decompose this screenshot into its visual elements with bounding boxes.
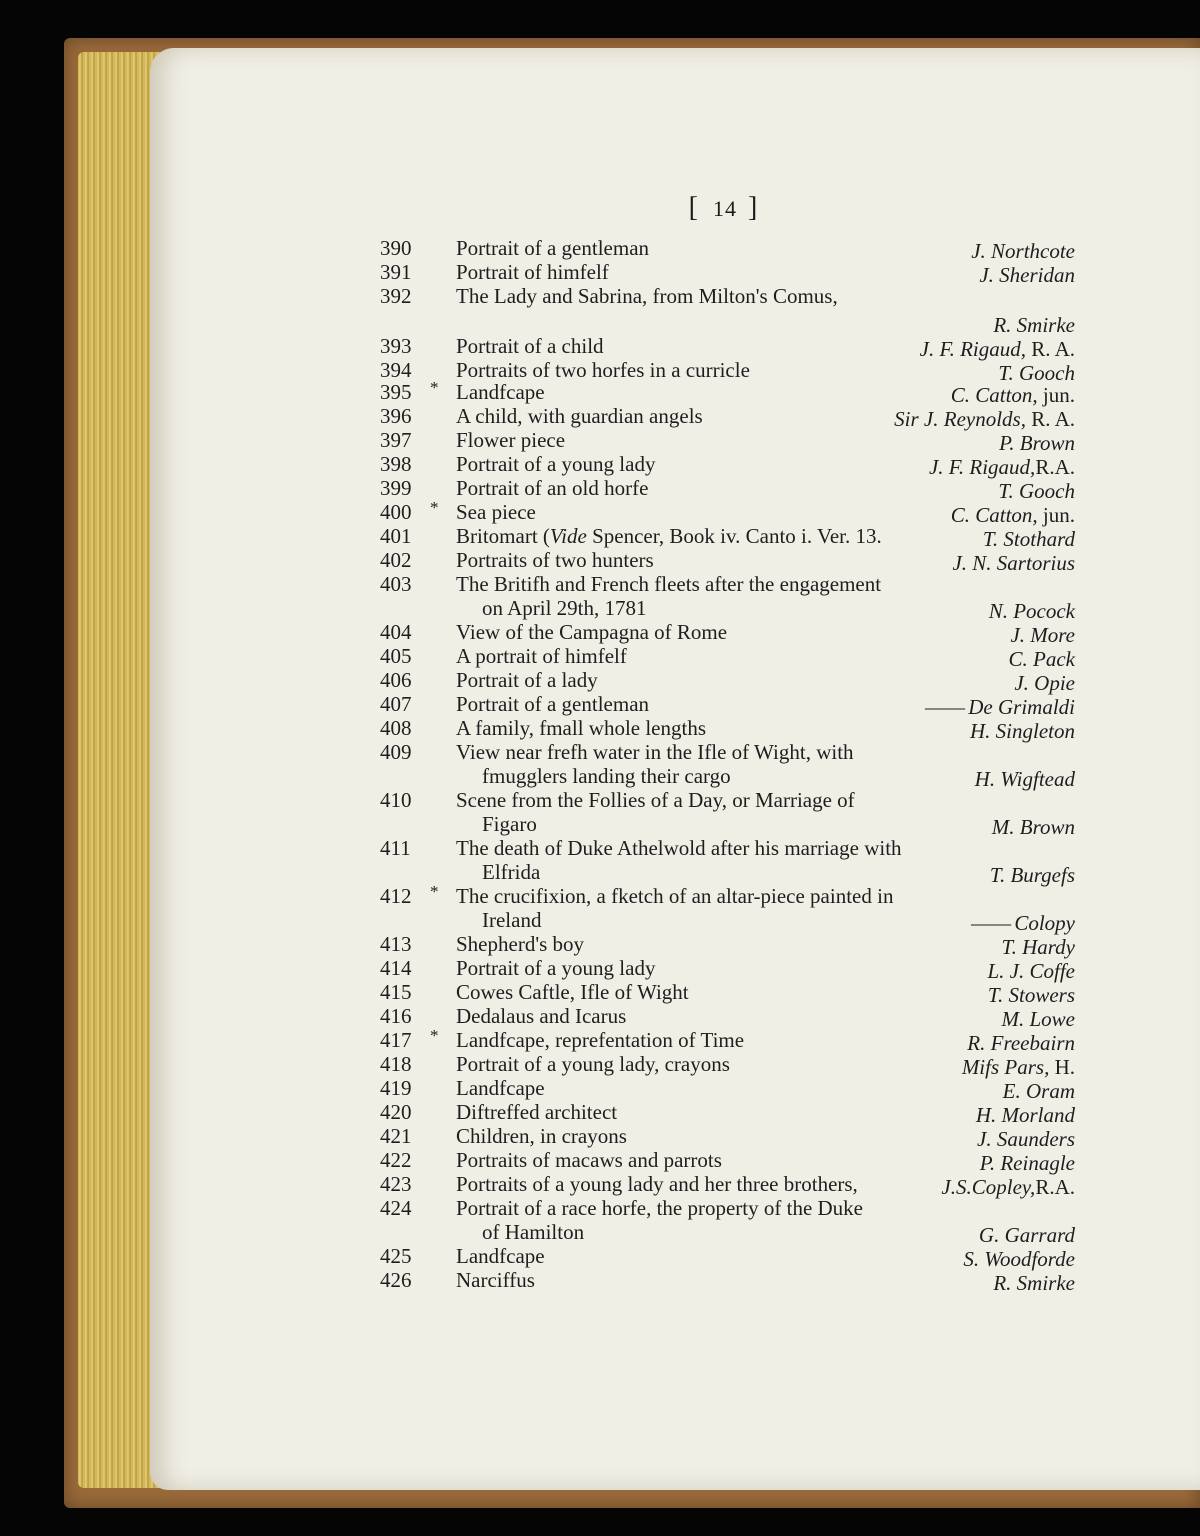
entry-number: 402 bbox=[380, 548, 412, 572]
entry-artist: J. More bbox=[1010, 623, 1075, 647]
entry-title: Portrait of a child bbox=[456, 334, 604, 358]
entry-title: Diftreffed architect bbox=[456, 1100, 618, 1124]
entry-title-continued: Figaro bbox=[482, 812, 537, 836]
entry-artist-suffix: R.A. bbox=[1035, 1175, 1075, 1199]
entry-title-continued: Elfrida bbox=[482, 860, 541, 884]
entry-number: 396 bbox=[380, 404, 412, 428]
entry-artist: J. Saunders bbox=[977, 1127, 1075, 1151]
entry-number: 410 bbox=[380, 788, 412, 812]
entry-artist-name: C. Catton, bbox=[950, 503, 1038, 527]
entry-title: A family, fmall whole lengths bbox=[456, 716, 707, 740]
entry-number: 419 bbox=[380, 1076, 412, 1100]
entry-title bbox=[456, 524, 882, 549]
entry-title: Portrait of a lady bbox=[456, 668, 598, 692]
entry-number: 417 bbox=[380, 1028, 412, 1052]
entry-artist-suffix: R. A. bbox=[1031, 407, 1075, 431]
entry-number: 421 bbox=[380, 1124, 412, 1148]
entry-number: 418 bbox=[380, 1052, 412, 1076]
entry-number: 390 bbox=[380, 236, 412, 260]
entry-title-start: Britomart ( bbox=[456, 524, 550, 548]
entry-title: The Britifh and French fleets after the engagement bbox=[456, 572, 882, 596]
entry-artist-suffix: R.A. bbox=[1035, 455, 1075, 479]
entry-number: 399 bbox=[380, 476, 412, 500]
entry-number: 393 bbox=[380, 334, 412, 358]
entry-title: The death of Duke Athelwold after his marriage with bbox=[456, 836, 902, 860]
entry-title: Dedalaus and Icarus bbox=[456, 1004, 627, 1028]
entry-title: Portrait of a young lady bbox=[456, 452, 656, 476]
entry-title: Portrait of himfelf bbox=[456, 260, 609, 284]
entry-title-rest: Spencer, Book iv. Canto i. Ver. 13. bbox=[586, 524, 882, 548]
entry-title: Portrait of an old horfe bbox=[456, 476, 649, 500]
entry-number: 394 bbox=[380, 358, 412, 382]
entry-artist: H. Singleton bbox=[970, 719, 1075, 743]
entry-title: Portrait of a gentleman bbox=[456, 236, 650, 260]
entry-number: 398 bbox=[380, 452, 412, 476]
entry-artist: T. Gooch bbox=[998, 479, 1075, 503]
entry-title: Scene from the Follies of a Day, or Marriage of bbox=[456, 788, 855, 812]
entry-number: 426 bbox=[380, 1268, 412, 1292]
entry-artist: E. Oram bbox=[1002, 1079, 1075, 1103]
entry-title: Landfcape bbox=[456, 380, 545, 404]
entry-number: 412 bbox=[380, 884, 412, 908]
entry-artist-name: De Grimaldi bbox=[968, 695, 1075, 719]
entry-artist: M. Lowe bbox=[1001, 1007, 1075, 1031]
entry-title-vide: Vide bbox=[549, 524, 587, 548]
page-number: [ 14 ] bbox=[688, 192, 762, 223]
entry-artist-name: Colopy bbox=[1014, 911, 1075, 935]
entry-title: The Lady and Sabrina, from Milton's Comus, bbox=[456, 284, 838, 308]
entry-title: A portrait of himfelf bbox=[456, 644, 627, 668]
entry-artist: T. Burgefs bbox=[989, 863, 1075, 887]
entry-artist: G. Garrard bbox=[978, 1223, 1075, 1247]
entry-artist: J. Opie bbox=[1014, 671, 1075, 695]
entry-title: Cowes Caftle, Ifle of Wight bbox=[456, 980, 689, 1004]
entry-title: Sea piece bbox=[456, 500, 536, 524]
entry-artist: H. Wigftead bbox=[974, 767, 1075, 791]
entry-number: 400 bbox=[380, 500, 412, 524]
entry-number: 395 bbox=[380, 380, 412, 404]
entry-artist: S. Woodforde bbox=[963, 1247, 1075, 1271]
entry-artist-suffix: jun. bbox=[1042, 383, 1075, 407]
asterisk-mark: * bbox=[430, 378, 439, 397]
entry-title: View near frefh water in the Ifle of Wight, with bbox=[456, 740, 854, 764]
entry-title: Portraits of macaws and parrots bbox=[456, 1148, 722, 1172]
catalogue-entry-426 bbox=[380, 1268, 1075, 1296]
entry-artist: H. Morland bbox=[975, 1103, 1075, 1127]
entry-title: Portrait of a young lady, crayons bbox=[456, 1052, 730, 1076]
entry-artist-name: J. F. Rigaud, bbox=[919, 337, 1026, 361]
entry-number: 420 bbox=[380, 1100, 412, 1124]
entry-title-continued: fmugglers landing their cargo bbox=[482, 764, 731, 788]
entry-artist: C. Pack bbox=[1008, 647, 1075, 671]
entry-number: 397 bbox=[380, 428, 412, 452]
entry-number: 425 bbox=[380, 1244, 412, 1268]
entry-artist: T. Hardy bbox=[1001, 935, 1075, 959]
entry-artist: J. Sheridan bbox=[979, 263, 1075, 287]
page-number-value: 14 bbox=[713, 196, 737, 221]
entry-title: Landfcape, reprefentation of Time bbox=[456, 1028, 745, 1052]
entry-artist: R. Smirke bbox=[993, 1271, 1075, 1295]
entry-artist: N. Pocock bbox=[988, 599, 1075, 623]
entry-artist: R. Freebairn bbox=[967, 1031, 1075, 1055]
entry-title: Portrait of a young lady bbox=[456, 956, 656, 980]
entry-number: 408 bbox=[380, 716, 412, 740]
entry-number: 424 bbox=[380, 1196, 412, 1220]
entry-artist: T. Gooch bbox=[998, 361, 1075, 385]
entry-number: 414 bbox=[380, 956, 412, 980]
entry-number: 404 bbox=[380, 620, 412, 644]
entry-artist-name: Mifs Pars, bbox=[961, 1055, 1050, 1079]
entry-artist-suffix: R. A. bbox=[1031, 337, 1075, 361]
entry-number: 422 bbox=[380, 1148, 412, 1172]
entry-number: 392 bbox=[380, 284, 412, 308]
entry-number: 411 bbox=[380, 836, 411, 860]
entry-title-continued: of Hamilton bbox=[482, 1220, 585, 1244]
entry-artist-suffix: jun. bbox=[1042, 503, 1075, 527]
entry-title: Landfcape bbox=[456, 1244, 545, 1268]
asterisk-mark: * bbox=[430, 882, 439, 901]
entry-title: The crucifixion, a fketch of an altar-piece painted in bbox=[456, 884, 894, 908]
entry-number: 416 bbox=[380, 1004, 412, 1028]
entry-title: Flower piece bbox=[456, 428, 566, 452]
entry-title: View of the Campagna of Rome bbox=[456, 620, 728, 644]
entry-artist-dash: —— bbox=[971, 911, 1010, 935]
entry-artist: T. Stowers bbox=[987, 983, 1075, 1007]
asterisk-mark: * bbox=[430, 498, 439, 517]
entry-artist: P. Reinagle bbox=[979, 1151, 1075, 1175]
entry-number: 405 bbox=[380, 644, 412, 668]
entry-title: Portraits of two hunters bbox=[456, 548, 654, 572]
catalogue-entry-392 bbox=[380, 284, 1075, 312]
entry-number: 406 bbox=[380, 668, 412, 692]
entry-artist: L. J. Coffe bbox=[987, 959, 1075, 983]
entry-title: Landfcape bbox=[456, 1076, 545, 1100]
entry-title: Portrait of a race horfe, the property of the Duke bbox=[456, 1196, 863, 1220]
asterisk-mark: * bbox=[430, 1026, 439, 1045]
entry-title: Portraits of a young lady and her three brothers, bbox=[456, 1172, 858, 1196]
entry-number: 413 bbox=[380, 932, 412, 956]
entry-artist-name: J. F. Rigaud, bbox=[928, 455, 1036, 479]
entry-title: Portrait of a gentleman bbox=[456, 692, 650, 716]
entry-artist-name: Sir J. Reynolds, bbox=[894, 407, 1026, 431]
entry-title: Shepherd's boy bbox=[456, 932, 585, 956]
entry-artist-suffix: H. bbox=[1054, 1055, 1075, 1079]
entry-number: 409 bbox=[380, 740, 412, 764]
entry-title-continued: Ireland bbox=[482, 908, 542, 932]
entry-number: 415 bbox=[380, 980, 412, 1004]
entry-title: Narciffus bbox=[456, 1268, 535, 1292]
entry-title-continued: on April 29th, 1781 bbox=[482, 596, 647, 620]
entry-artist: P. Brown bbox=[999, 431, 1075, 455]
entry-number: 403 bbox=[380, 572, 412, 596]
entry-artist-name: J.S.Copley, bbox=[941, 1175, 1036, 1199]
entry-artist: J. Northcote bbox=[971, 239, 1075, 263]
entry-title: Children, in crayons bbox=[456, 1124, 627, 1148]
entry-artist: T. Stothard bbox=[982, 527, 1075, 551]
entry-number: 423 bbox=[380, 1172, 412, 1196]
entry-number: 391 bbox=[380, 260, 412, 284]
entry-artist: J. N. Sartorius bbox=[952, 551, 1075, 575]
entry-artist-name: C. Catton, bbox=[950, 383, 1038, 407]
entry-artist: M. Brown bbox=[991, 815, 1075, 839]
entry-artist: R. Smirke bbox=[993, 313, 1075, 337]
entry-number: 407 bbox=[380, 692, 412, 716]
entry-title: A child, with guardian angels bbox=[456, 404, 703, 428]
entry-number: 401 bbox=[380, 524, 412, 548]
entry-artist-dash: —— bbox=[925, 695, 963, 719]
entry-title: Portraits of two horfes in a curricle bbox=[456, 358, 750, 382]
